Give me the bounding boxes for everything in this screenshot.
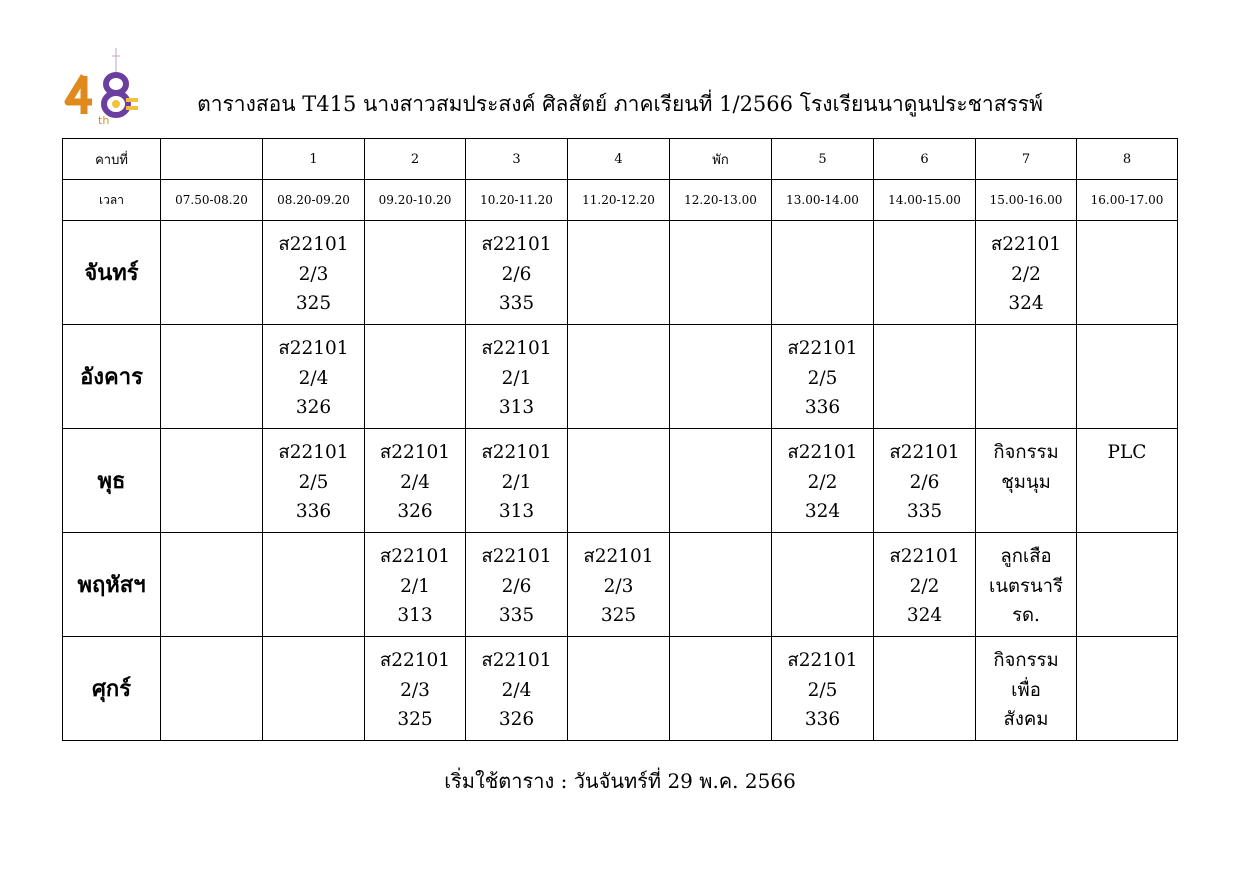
cell-line: 2/4	[400, 471, 430, 493]
cell-line: 2/6	[501, 263, 532, 285]
time-cell: 13.00-14.00	[772, 180, 874, 221]
cell-line: 2/5	[807, 679, 838, 701]
schedule-cell	[365, 221, 466, 325]
cell-line: 2/1	[400, 575, 430, 597]
time-cell: 15.00-16.00	[976, 180, 1077, 221]
time-label: เวลา	[63, 180, 161, 221]
schedule-cell	[263, 429, 365, 533]
schedule-cell	[263, 325, 365, 429]
schedule-cell	[772, 637, 874, 741]
period-cell: 4	[568, 139, 670, 180]
period-cell: 3	[466, 139, 568, 180]
cell-line: 324	[804, 501, 841, 522]
schedule-cell	[874, 325, 976, 429]
schedule-cell	[568, 221, 670, 325]
schedule-cell	[568, 533, 670, 637]
schedule-cell	[670, 221, 772, 325]
cell-line: ชุมนุม	[1001, 471, 1051, 493]
period-cell: พัก	[670, 139, 772, 180]
schedule-cell	[365, 533, 466, 637]
schedule-cell	[568, 325, 670, 429]
cell-line: ส22101	[278, 338, 349, 359]
time-cell: 14.00-15.00	[874, 180, 976, 221]
cell-line: 2/3	[400, 679, 430, 701]
cell-line: 2/6	[909, 471, 940, 493]
period-cell: 8	[1077, 139, 1178, 180]
cell-line: 2/4	[298, 367, 329, 389]
cell-line: ส22101	[481, 234, 552, 255]
time-cell: 16.00-17.00	[1077, 180, 1178, 221]
schedule-cell	[670, 533, 772, 637]
day-name: จันทร์	[63, 221, 161, 325]
day-row	[63, 533, 1178, 637]
day-row	[63, 325, 1178, 429]
day-name: อังคาร	[63, 325, 161, 429]
schedule-cell	[466, 429, 568, 533]
cell-line: 324	[1008, 293, 1044, 314]
schedule-cell	[568, 637, 670, 741]
cell-line: 2/1	[501, 471, 532, 493]
start-date-note: เริ่มใช้ตาราง : วันจันทร์ที่ 29 พ.ค. 2566	[444, 769, 796, 793]
cell-line: ส22101	[481, 338, 552, 359]
cell-line: 2/4	[501, 679, 532, 701]
schedule-cell	[466, 221, 568, 325]
day-name: ศุกร์	[63, 637, 161, 741]
cell-line: 2/3	[298, 263, 329, 285]
cell-line: ส22101	[379, 546, 451, 567]
schedule-cell	[1077, 221, 1178, 325]
schedule-cell	[772, 325, 874, 429]
schedule-cell	[263, 533, 365, 637]
time-cell: 07.50-08.20	[161, 180, 263, 221]
cell-line: สังคม	[1003, 709, 1049, 730]
cell-line: 336	[804, 709, 841, 730]
cell-line: 313	[397, 605, 433, 626]
time-cell: 10.20-11.20	[466, 180, 568, 221]
cell-line: ส22101	[481, 650, 552, 671]
cell-line: 313	[498, 397, 535, 418]
period-label: คาบที่	[63, 139, 161, 180]
cell-line: ส22101	[379, 442, 451, 463]
day-row	[63, 221, 1178, 325]
cell-line: 325	[600, 605, 637, 626]
schedule-cell	[670, 325, 772, 429]
cell-line: ส22101	[889, 442, 960, 463]
day-name: พุธ	[63, 429, 161, 533]
cell-line: 325	[397, 709, 433, 730]
schedule-cell	[874, 533, 976, 637]
cell-line: กิจกรรม	[993, 650, 1059, 671]
cell-line: 2/2	[807, 471, 838, 493]
cell-line: ส22101	[889, 546, 960, 567]
period-cell: 7	[976, 139, 1077, 180]
period-cell: 5	[772, 139, 874, 180]
cell-line: 335	[906, 501, 943, 522]
cell-line: 2/3	[603, 575, 634, 597]
schedule-cell	[976, 221, 1077, 325]
schedule-cell	[365, 637, 466, 741]
period-cell: 2	[365, 139, 466, 180]
cell-line: 326	[498, 709, 535, 730]
schedule-cell	[466, 637, 568, 741]
cell-line: ลูกเสือ	[1000, 546, 1052, 567]
schedule-cell	[1077, 637, 1178, 741]
cell-line: PLC	[1107, 442, 1147, 463]
schedule-cell	[874, 637, 976, 741]
cell-line: 324	[906, 605, 943, 626]
schedule-cell	[365, 325, 466, 429]
schedule-cell	[161, 221, 263, 325]
schedule-cell	[466, 325, 568, 429]
cell-line: 326	[397, 501, 433, 522]
page-title: ตารางสอน T415 นางสาวสมประสงค์ ศิลสัตย์ ภาคเรียนที่ 1/2566 โรงเรียนนาดูนประชาสรรพ์	[197, 92, 1043, 116]
schedule-cell	[466, 533, 568, 637]
cell-line: ส22101	[481, 442, 552, 463]
time-cell: 08.20-09.20	[263, 180, 365, 221]
schedule-cell	[263, 221, 365, 325]
schedule-cell	[772, 221, 874, 325]
cell-line: 313	[498, 501, 535, 522]
schedule-cell	[568, 429, 670, 533]
cell-line: ส22101	[379, 650, 451, 671]
schedule-cell	[976, 325, 1077, 429]
cell-line: รด.	[1012, 605, 1040, 626]
time-cell: 09.20-10.20	[365, 180, 466, 221]
cell-line: 336	[295, 501, 332, 522]
cell-line: 2/1	[501, 367, 532, 389]
schedule-cell	[365, 429, 466, 533]
schedule-cell	[874, 429, 976, 533]
cell-line: เนตรนารี	[989, 575, 1063, 597]
schedule-cell	[263, 637, 365, 741]
cell-line: เพื่อ	[1011, 679, 1041, 701]
cell-line: กิจกรรม	[993, 442, 1059, 463]
cell-line: 2/2	[1011, 263, 1041, 285]
logo-th-text: th	[98, 114, 110, 126]
cell-line: ส22101	[787, 338, 858, 359]
schedule-cell	[976, 429, 1077, 533]
schedule-cell	[161, 533, 263, 637]
schedule-cell	[874, 221, 976, 325]
cell-line: ส22101	[787, 650, 858, 671]
period-header-row	[63, 139, 1178, 180]
time-cell: 12.20-13.00	[670, 180, 772, 221]
cell-line: ส22101	[990, 234, 1062, 255]
day-row	[63, 637, 1178, 741]
cell-line: ส22101	[278, 442, 349, 463]
period-cell	[161, 139, 263, 180]
schedule-cell	[976, 533, 1077, 637]
schedule-cell	[161, 637, 263, 741]
cell-line: 335	[498, 293, 535, 314]
cell-line: 2/5	[807, 367, 838, 389]
school-48th-logo	[62, 46, 144, 126]
cell-line: 2/5	[298, 471, 329, 493]
schedule-cell	[1077, 429, 1178, 533]
schedule-cell	[1077, 325, 1178, 429]
period-cell: 1	[263, 139, 365, 180]
cell-line: 326	[295, 397, 332, 418]
time-cell: 11.20-12.20	[568, 180, 670, 221]
schedule-cell	[670, 429, 772, 533]
cell-line: 2/6	[501, 575, 532, 597]
cell-line: ส22101	[278, 234, 349, 255]
cell-line: 325	[295, 293, 332, 314]
schedule-cell	[161, 429, 263, 533]
cell-line: ส22101	[787, 442, 858, 463]
schedule-table	[62, 138, 1178, 741]
day-rows	[63, 221, 1178, 741]
day-name: พฤหัสฯ	[63, 533, 161, 637]
schedule-cell	[772, 533, 874, 637]
schedule-cell	[1077, 533, 1178, 637]
time-header-row	[63, 180, 1178, 221]
cell-line: 335	[498, 605, 535, 626]
schedule-cell	[772, 429, 874, 533]
cell-line: 2/2	[909, 575, 940, 597]
cell-line: ส22101	[481, 546, 552, 567]
cell-line: 336	[804, 397, 841, 418]
cell-line: ส22101	[583, 546, 654, 567]
day-row	[63, 429, 1178, 533]
period-cell: 6	[874, 139, 976, 180]
schedule-cell	[670, 637, 772, 741]
schedule-cell	[161, 325, 263, 429]
schedule-cell	[976, 637, 1077, 741]
